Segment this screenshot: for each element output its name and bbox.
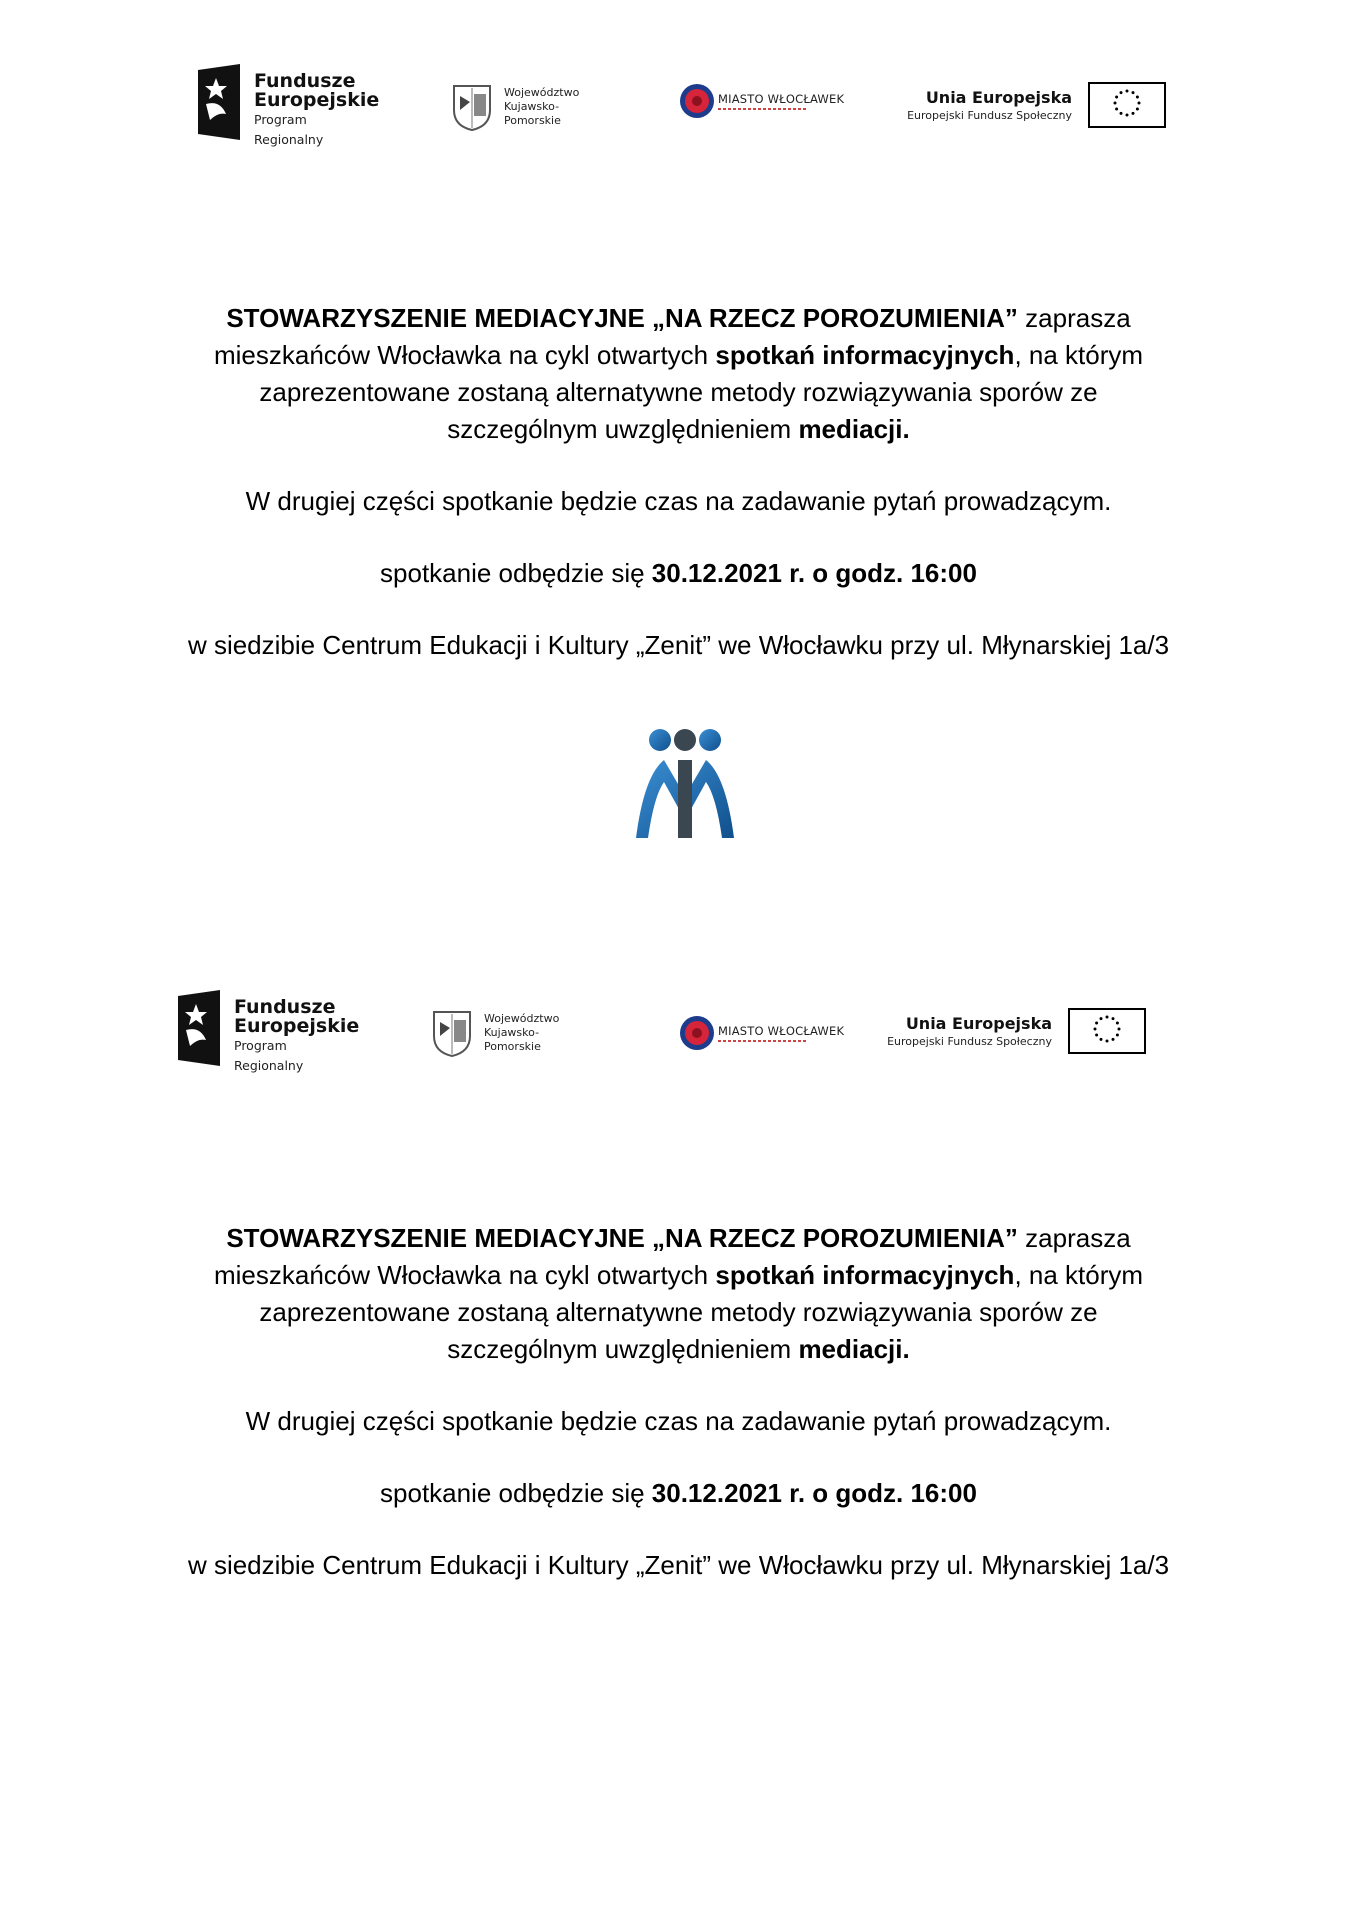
logo-bar-bottom — [0, 990, 1357, 1080]
date-prefix: spotkanie odbędzie się — [380, 558, 652, 588]
fe-flag-icon — [176, 990, 222, 1066]
ue-line1: Unia Europejska — [925, 88, 1072, 107]
miasto-subline — [718, 108, 808, 110]
date-line — [0, 1475, 1357, 1512]
invite-text3: , na którym — [1014, 340, 1144, 370]
invite-text2: mieszkańców Włocławka na cykl otwartych — [213, 340, 716, 370]
invite-bold5: mediacji. — [798, 414, 910, 444]
fe-line3: Program Regionalny — [254, 112, 324, 147]
organization-name: STOWARZYSZENIE MEDIACYJNE „NA RZECZ POROZUMIENIA” — [226, 1223, 1018, 1253]
invite-bold5: mediacji. — [798, 1334, 910, 1364]
invite-text5: szczególnym uwzględnieniem — [447, 1334, 799, 1364]
date-value: 30.12.2021 r. o godz. 16:00 — [651, 558, 977, 588]
miasto-subline — [718, 1040, 808, 1042]
invite-text4: zaprezentowane zostaną alternatywne metody rozwiązywania sporów ze — [259, 377, 1098, 407]
location-text: w siedzibie Centrum Edukacji i Kultury „Zenit” we Włocławku przy ul. Młynarskiej 1a/3 — [187, 1550, 1170, 1580]
organization-name: STOWARZYSZENIE MEDIACYJNE „NA RZECZ POROZUMIENIA” — [226, 303, 1018, 333]
invite-text1: zaprasza — [1017, 1223, 1131, 1253]
eu-flag-icon — [1088, 82, 1166, 128]
woj-line1: Województwo — [504, 86, 580, 99]
invitation-block-bottom — [0, 1220, 1357, 1584]
invite-text1: zaprasza — [1017, 303, 1131, 333]
logo-bar-top — [0, 64, 1357, 154]
date-prefix: spotkanie odbędzie się — [380, 1478, 652, 1508]
miasto-name: MIASTO WŁOCŁAWEK — [718, 92, 845, 106]
miasto-name: MIASTO WŁOCŁAWEK — [718, 1024, 845, 1038]
woj-line2: Kujawsko-Pomorskie — [484, 1026, 541, 1053]
second-part-text: W drugiej części spotkanie będzie czas na zadawanie pytań prowadzącym. — [245, 486, 1112, 516]
invite-text5: szczególnym uwzględnieniem — [447, 414, 799, 444]
mediation-association-logo — [630, 726, 740, 840]
ue-line2: Europejski Fundusz Społeczny — [907, 109, 1072, 122]
invitation-paragraph — [0, 300, 1357, 448]
miasto-emblem-icon — [678, 1014, 716, 1052]
ue-line2: Europejski Fundusz Społeczny — [887, 1035, 1052, 1048]
coat-of-arms-icon — [430, 1008, 474, 1058]
location-text: w siedzibie Centrum Edukacji i Kultury „Zenit” we Włocławku przy ul. Młynarskiej 1a/3 — [187, 630, 1170, 660]
date-line — [0, 555, 1357, 592]
miasto-emblem-icon — [678, 82, 716, 120]
invite-bold2: spotkań informacyjnych — [715, 1260, 1015, 1290]
fe-flag-icon — [196, 64, 242, 140]
invite-text3: , na którym — [1014, 1260, 1144, 1290]
fe-line3: Program Regionalny — [234, 1038, 304, 1073]
invite-text2: mieszkańców Włocławka na cykl otwartych — [213, 1260, 716, 1290]
fe-line2: Europejskie — [234, 1015, 360, 1037]
invitation-paragraph — [0, 1220, 1357, 1368]
eu-flag-icon — [1068, 1008, 1146, 1054]
date-value: 30.12.2021 r. o godz. 16:00 — [651, 1478, 977, 1508]
fe-line1: Fundusze — [234, 996, 336, 1018]
invitation-block-top — [0, 300, 1357, 664]
fe-line2: Europejskie — [254, 89, 380, 111]
fe-line1: Fundusze — [254, 70, 356, 92]
woj-line1: Województwo — [484, 1012, 560, 1025]
coat-of-arms-icon — [450, 82, 494, 132]
second-part-text: W drugiej części spotkanie będzie czas na zadawanie pytań prowadzącym. — [245, 1406, 1112, 1436]
invite-bold2: spotkań informacyjnych — [715, 340, 1015, 370]
woj-line2: Kujawsko-Pomorskie — [504, 100, 561, 127]
invite-text4: zaprezentowane zostaną alternatywne metody rozwiązywania sporów ze — [259, 1297, 1098, 1327]
ue-line1: Unia Europejska — [905, 1014, 1052, 1033]
